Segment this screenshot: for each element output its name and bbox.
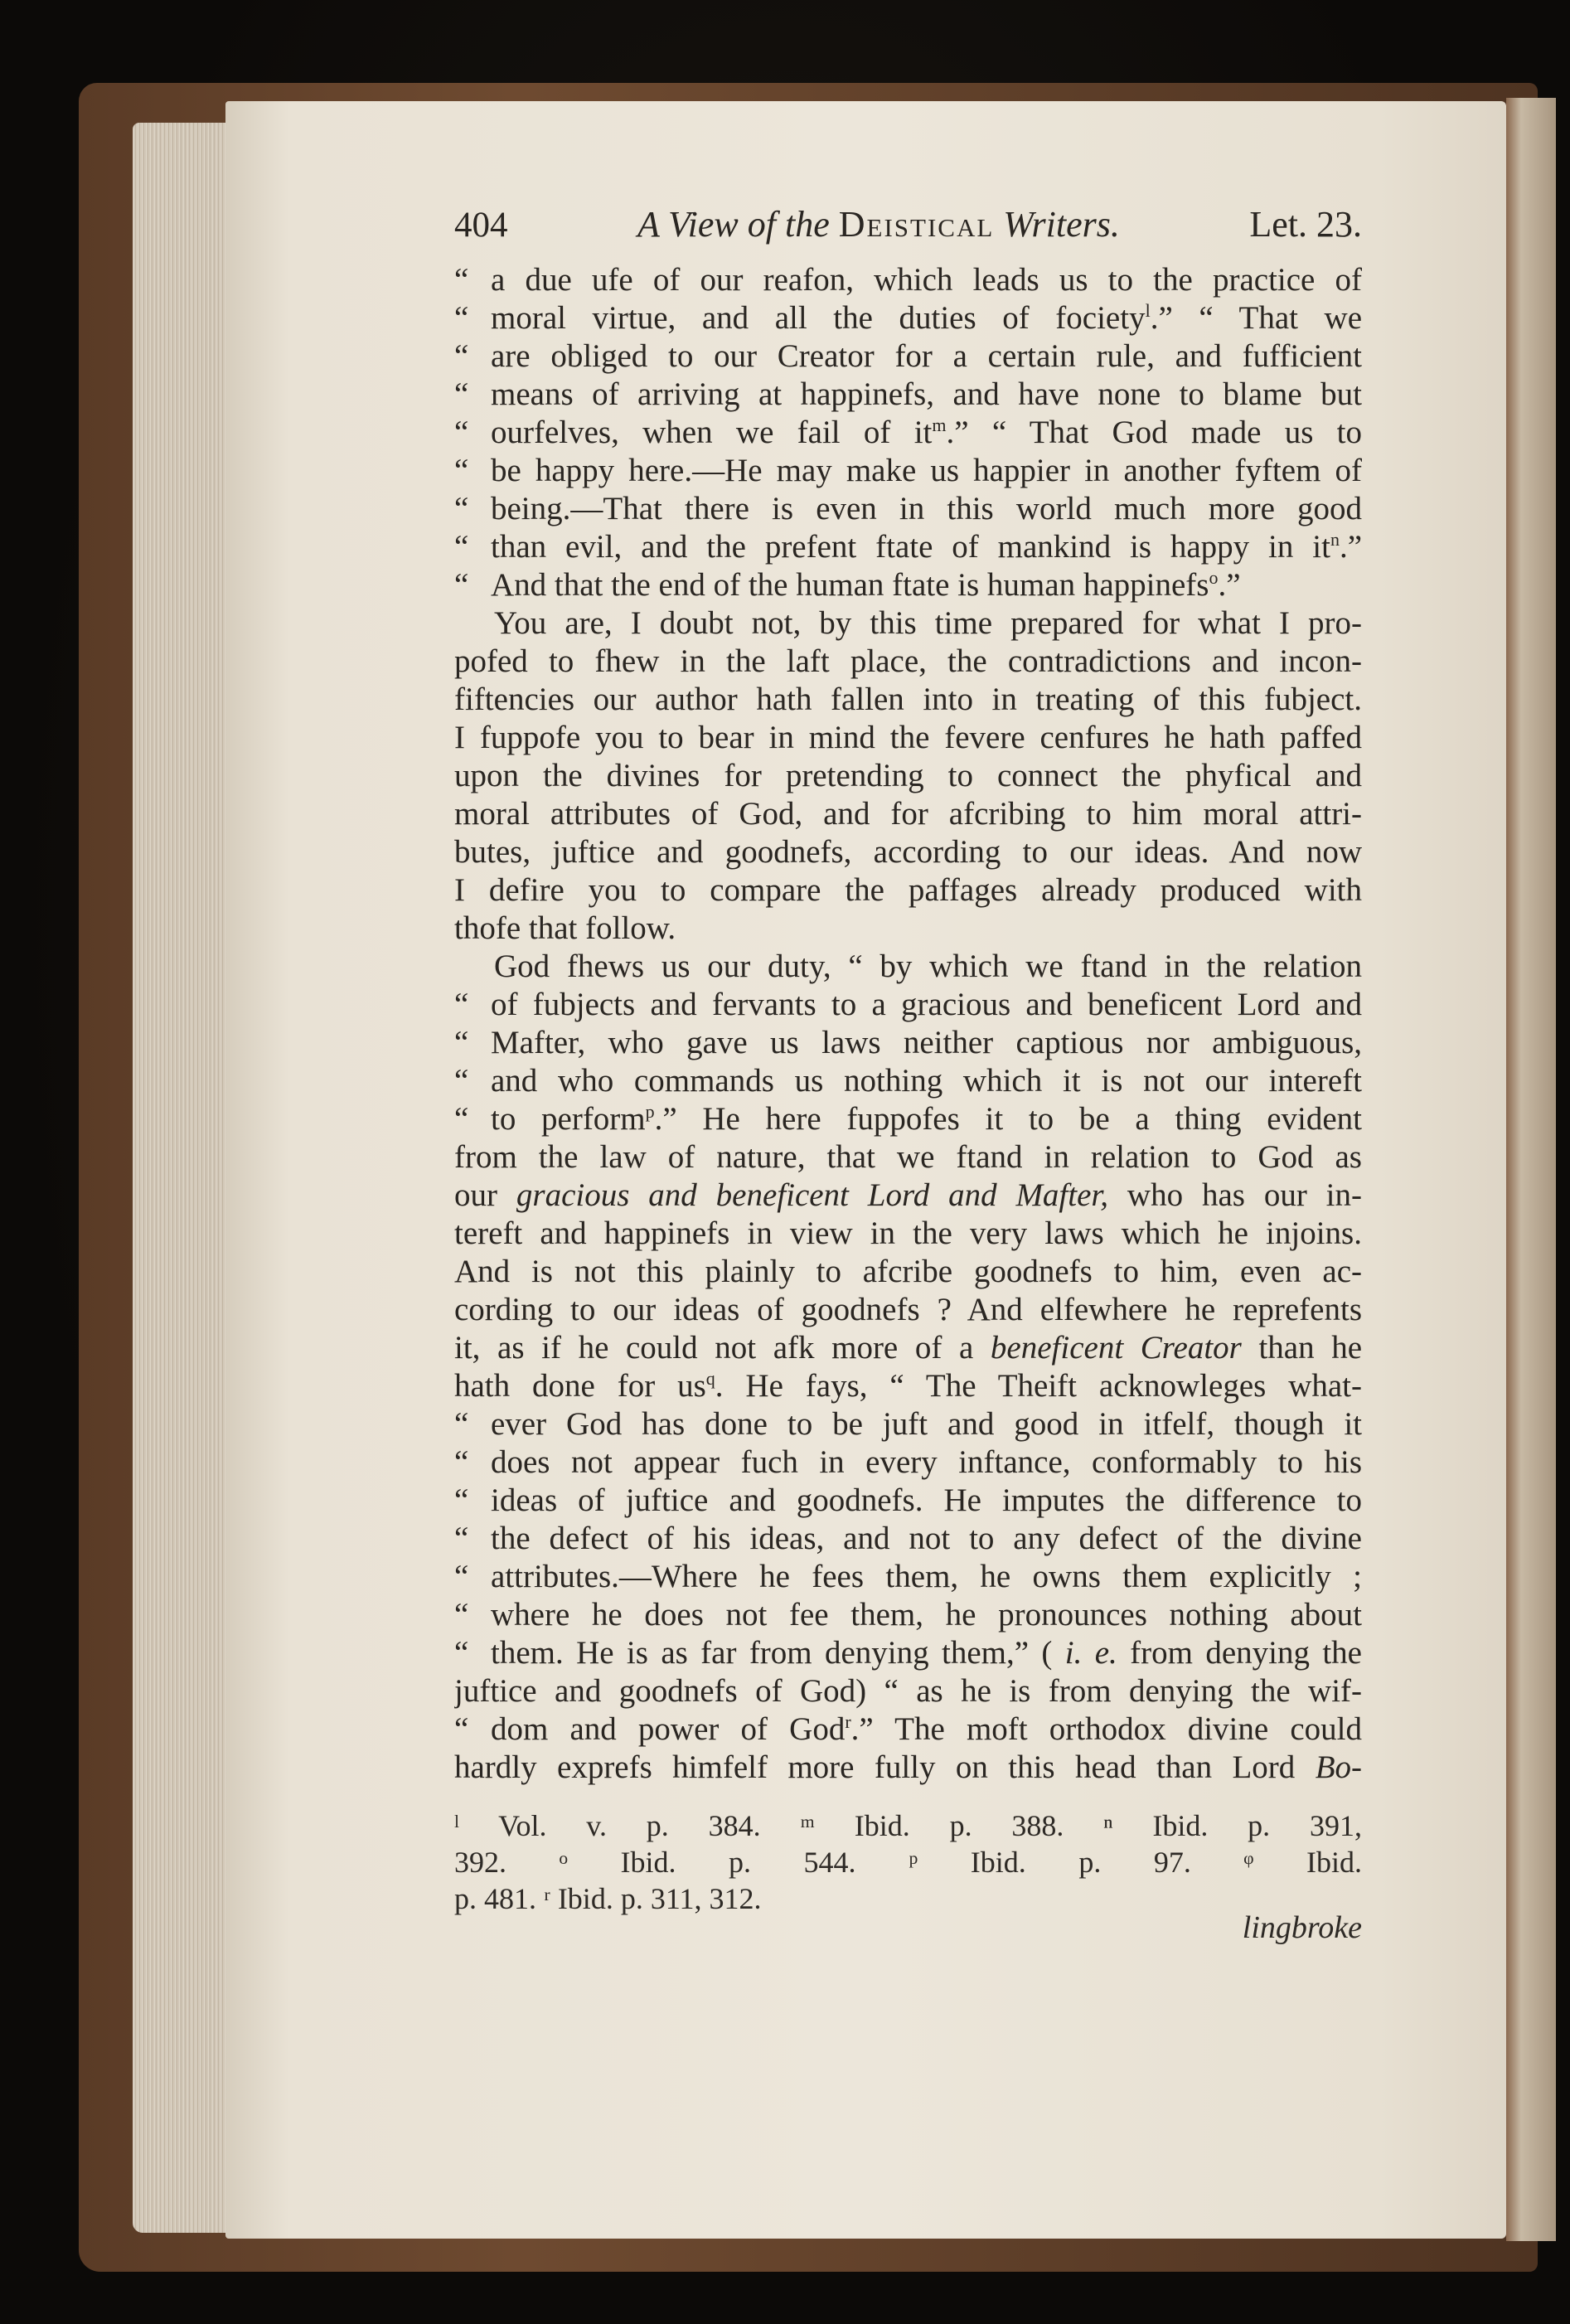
- text-line: [454, 1558, 1362, 1596]
- text-line: [454, 1253, 1362, 1291]
- text-line: [454, 528, 1362, 566]
- text-line: [454, 1405, 1362, 1443]
- line-text: ideas of juftice and goodnefs. He imputes the difference to: [491, 1482, 1362, 1518]
- quote-mark: “: [454, 1025, 469, 1060]
- line-text: from the law of nature, that we ftand in relation to God as: [454, 1139, 1362, 1175]
- line-text: our: [454, 1177, 497, 1213]
- line-text: Mafter, who gave us laws neither captious nor ambiguous,: [491, 1025, 1362, 1060]
- line-text: the defect of his ideas, and not to any defect of the divine: [491, 1521, 1362, 1556]
- text-line: [454, 1672, 1362, 1710]
- quote-mark: “: [454, 1406, 469, 1442]
- text-line: [454, 1749, 1362, 1787]
- line-text: where he does not fee them, he pronounces nothing about: [491, 1597, 1362, 1633]
- text-line: [454, 299, 1362, 337]
- text-line: [454, 566, 1362, 604]
- line-text: ourfelves, when we fail of it: [491, 415, 933, 450]
- page-edges: [133, 123, 240, 2233]
- line-text: You are, I doubt not, by this time prepared for what I pro-: [494, 605, 1362, 641]
- text-line: [454, 1062, 1362, 1100]
- text-line: [454, 1596, 1362, 1634]
- line-text: a due ufe of our reafon, which leads us to the practice of: [491, 262, 1362, 298]
- line-text-continued: .”: [1218, 567, 1241, 603]
- text-line: [454, 1520, 1362, 1558]
- line-text-continued: from denying the: [1117, 1635, 1362, 1671]
- quote-mark: “: [454, 987, 469, 1022]
- text-line: [454, 414, 1362, 452]
- line-text-continued: .” He here fuppofes it to be a thing evident: [654, 1101, 1362, 1137]
- line-text-continued: than he: [1241, 1330, 1362, 1366]
- line-text: I fuppofe you to bear in mind the fevere cenfures he hath paffed: [454, 720, 1362, 755]
- text-line: [454, 681, 1362, 719]
- quote-mark: “: [454, 1635, 469, 1671]
- line-text: God fhews us our duty, “ by which we ftand in the relation: [494, 949, 1362, 984]
- italic-text: Bo-: [1315, 1749, 1362, 1785]
- text-line: [454, 1100, 1362, 1138]
- quote-mark: “: [454, 1559, 469, 1594]
- text-line: [454, 1443, 1362, 1482]
- text-line: [454, 604, 1362, 643]
- line-text: thofe that follow.: [454, 910, 676, 946]
- quote-mark: “: [454, 1063, 469, 1099]
- line-text: tereft and happinefs in view in the very laws which he injoins.: [454, 1215, 1362, 1251]
- quote-mark: “: [454, 453, 469, 488]
- text-line: [454, 1634, 1362, 1672]
- line-text: pofed to fhew in the laft place, the contradictions and incon-: [454, 643, 1362, 679]
- line-text: to perform: [491, 1101, 646, 1137]
- line-text: does not appear fuch in every inftance, conformably to his: [491, 1444, 1362, 1480]
- line-text: be happy here.—He may make us happier in another fyftem of: [491, 453, 1362, 488]
- italic-text: gracious and beneficent Lord and Mafter,: [516, 1177, 1109, 1213]
- text-line: [454, 1367, 1362, 1405]
- text-line: [454, 1138, 1362, 1177]
- footnote-marker: p: [645, 1101, 655, 1122]
- text-line: [454, 948, 1362, 986]
- text-line: [454, 643, 1362, 681]
- quote-mark: “: [454, 1482, 469, 1518]
- line-text: I defire you to compare the paffages already produced with: [454, 872, 1362, 908]
- line-text: upon the divines for pretending to connect the phyfical and: [454, 758, 1362, 793]
- quote-mark: “: [454, 1101, 469, 1137]
- footnote-marker: o: [1209, 567, 1219, 588]
- quote-mark: “: [454, 376, 469, 412]
- page-text: [454, 203, 1362, 1787]
- line-text: juftice and goodnefs of God) “ as he is from denying the wif-: [454, 1673, 1362, 1709]
- footnote-line: ˡ Vol. v. p. 384. ᵐ Ibid. p. 388. ⁿ Ibid. p. 391,: [454, 1809, 1362, 1842]
- text-line: [454, 795, 1362, 833]
- line-text: ever God has done to be juft and good in itfelf, though it: [491, 1406, 1362, 1442]
- footnote-line: 392. ᵒ Ibid. p. 544. ᵖ Ibid. p. 97. ᵠ Ibid.: [454, 1846, 1362, 1879]
- catchword: lingbroke: [1242, 1910, 1362, 1945]
- line-text: attributes.—Where he fees them, he owns them explicitly ;: [491, 1559, 1362, 1594]
- italic-text: i. e.: [1064, 1635, 1117, 1671]
- line-text: them. He is as far from denying them,” (: [491, 1635, 1053, 1671]
- running-header: [454, 203, 1362, 261]
- text-line: [454, 261, 1362, 299]
- line-text: than evil, and the prefent ftate of mankind is happy in it: [491, 529, 1330, 565]
- line-text: it, as if he could not afk more of a: [454, 1330, 974, 1366]
- footnote-marker: n: [1330, 529, 1340, 550]
- line-text: And is not this plainly to afcribe goodnefs to him, even ac-: [454, 1254, 1362, 1289]
- text-line: [454, 376, 1362, 414]
- text-line: [454, 1215, 1362, 1253]
- line-text: And that the end of the human ftate is human happinefs: [491, 567, 1209, 603]
- body-text: [454, 261, 1362, 1787]
- footnote-marker: l: [1145, 300, 1151, 321]
- line-text: means of arriving at happinefs, and have none to blame but: [491, 376, 1362, 412]
- footnote-marker: r: [845, 1711, 851, 1732]
- text-line: [454, 910, 1362, 948]
- italic-text: beneficent Creator: [990, 1330, 1242, 1366]
- footnote-marker: q: [705, 1368, 715, 1389]
- line-text: are obliged to our Creator for a certain rule, and fufficient: [491, 338, 1362, 374]
- quote-mark: “: [454, 529, 469, 565]
- text-line: [454, 490, 1362, 528]
- text-line: [454, 719, 1362, 757]
- line-text-continued: .”: [1339, 529, 1362, 565]
- quote-mark: “: [454, 338, 469, 374]
- text-line: [454, 452, 1362, 490]
- line-text: moral virtue, and all the duties of fociety: [491, 300, 1146, 336]
- text-line: [454, 1710, 1362, 1749]
- line-text-continued: who has our in-: [1108, 1177, 1362, 1213]
- quote-mark: “: [454, 262, 469, 298]
- text-line: [454, 757, 1362, 795]
- text-line: [454, 1291, 1362, 1329]
- text-line: [454, 1177, 1362, 1215]
- line-text: hath done for us: [454, 1368, 706, 1404]
- text-line: [454, 1482, 1362, 1520]
- page-number: 404: [454, 206, 508, 245]
- line-text: hardly exprefs himfelf more fully on this head than Lord: [454, 1749, 1296, 1785]
- text-line: [454, 833, 1362, 871]
- line-text: cording to our ideas of goodnefs ? And elfewhere he reprefents: [454, 1292, 1362, 1327]
- quote-mark: “: [454, 415, 469, 450]
- quote-mark: “: [454, 1521, 469, 1556]
- quote-mark: “: [454, 567, 469, 603]
- footnotes: [454, 1807, 1362, 1917]
- quote-mark: “: [454, 1444, 469, 1480]
- facing-page-edge: [1506, 98, 1556, 2241]
- line-text: of fubjects and fervants to a gracious and beneficent Lord and: [491, 987, 1362, 1022]
- footnote-line: p. 481. ʳ Ibid. p. 311, 312.: [454, 1882, 762, 1915]
- quote-mark: “: [454, 300, 469, 336]
- text-line: [454, 986, 1362, 1024]
- line-text: being.—That there is even in this world much more good: [491, 491, 1362, 526]
- line-text: and who commands us nothing which it is not our intereft: [491, 1063, 1362, 1099]
- quote-mark: “: [454, 1711, 469, 1747]
- line-text: butes, juftice and goodnefs, according to our ideas. And now: [454, 834, 1362, 870]
- quote-mark: “: [454, 1597, 469, 1633]
- text-line: [454, 1329, 1362, 1367]
- line-text: fiftencies our author hath fallen into in treating of this fubject.: [454, 682, 1362, 717]
- running-title: A View of the Deistical Writers.: [637, 204, 1120, 245]
- text-line: [454, 871, 1362, 910]
- letter-number: Let. 23.: [1249, 204, 1362, 245]
- line-text-continued: .” The moft orthodox divine could: [850, 1711, 1362, 1747]
- line-text-continued: .” “ That we: [1150, 300, 1362, 336]
- line-text: moral attributes of God, and for afcribing to him moral attri-: [454, 796, 1362, 832]
- line-text-continued: .” “ That God made us to: [946, 415, 1362, 450]
- line-text-continued: . He fays, “ The Theift acknowleges what-: [715, 1368, 1362, 1404]
- quote-mark: “: [454, 491, 469, 526]
- text-line: [454, 337, 1362, 376]
- line-text: dom and power of God: [491, 1711, 846, 1747]
- text-line: [454, 1024, 1362, 1062]
- footnote-marker: m: [932, 415, 947, 435]
